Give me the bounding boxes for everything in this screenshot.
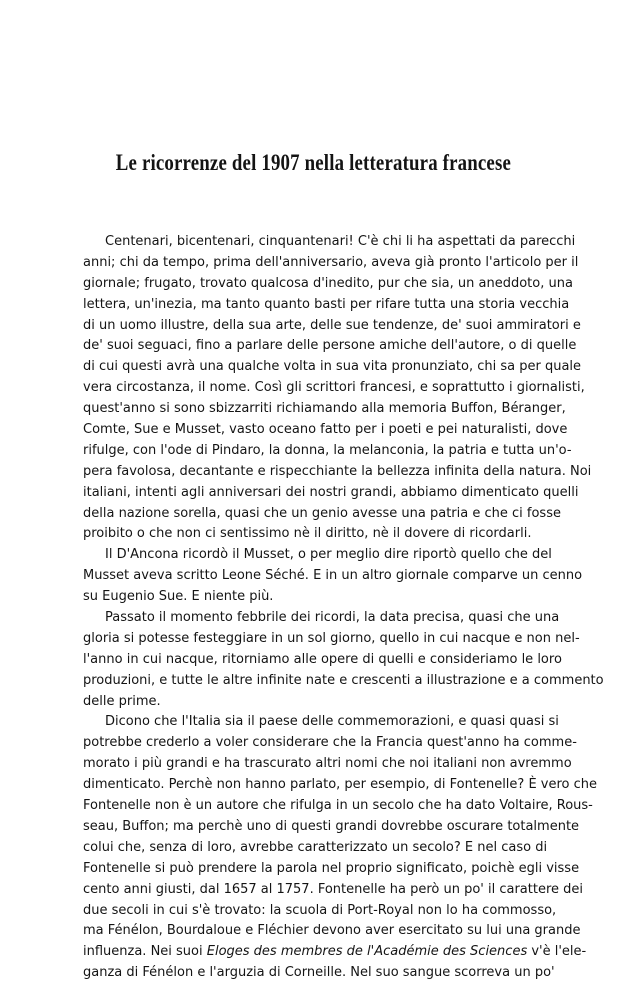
text-line	[83, 462, 592, 483]
line-text: quest'anno si sono sbizzarriti richiamando alla memoria Buffon, Béranger,	[83, 401, 566, 417]
line-text: ma Fénélon, Bourdaloue e Fléchier devono aver esercitato su lui una grande	[83, 923, 581, 939]
text-line	[83, 483, 579, 504]
line-text: delle prime.	[83, 693, 161, 709]
line-text: morato i più grandi e ha trascurato altri nomi che noi italiani non avremmo	[83, 756, 572, 772]
text-line	[83, 921, 581, 942]
line-text: potrebbe crederlo a voler considerare che la Francia quest'anno ha comme-	[83, 735, 577, 751]
line-text: cento anni giusti, dal 1657 al 1757. Fontenelle ha però un po' il carattere dei	[83, 881, 584, 897]
text-line	[83, 399, 566, 420]
text-line	[83, 859, 580, 880]
line-text: della nazione sorella, quasi che un genio avesse una patria e che ci fosse	[83, 505, 561, 521]
line-text: produzioni, e tutte le altre infinite nate e crescenti a illustrazione e a commento	[83, 672, 604, 688]
text-line	[83, 420, 568, 441]
line-text: pera favolosa, decantante e rispecchiante la bellezza infinita della natura. Noi	[83, 463, 592, 479]
text-line	[83, 629, 580, 650]
article-body	[83, 232, 604, 984]
line-text: rifulge, con l'ode di Pindaro, la donna, la melanconia, la patria e tutta un'o-	[83, 442, 572, 458]
text-line	[83, 274, 573, 295]
text-line	[83, 232, 576, 253]
line-text: Comte, Sue e Musset, vasto oceano fatto per i poeti e pei naturalisti, dove	[83, 422, 568, 438]
article-title: Le ricorrenze del 1907 nella letteratura francese	[115, 150, 512, 175]
line-text: italiani, intenti agli anniversari dei nostri grandi, abbiamo dimenticato quelli	[83, 484, 579, 500]
book-title: Eloges des membres de l'Académie des Sciences	[206, 944, 528, 960]
line-text: l'anno in cui nacque, ritorniamo alle opere di quelli e consideriamo le loro	[83, 651, 562, 667]
text-line	[83, 336, 577, 357]
line-text: Passato il momento febbrile dei ricordi, la data precisa, quasi che una	[105, 610, 560, 626]
line-text: gloria si potesse festeggiare in un sol giorno, quello in cui nacque e non nel-	[83, 630, 580, 646]
text-line	[83, 545, 552, 566]
text-line	[83, 942, 587, 963]
text-line	[83, 880, 584, 901]
text-line	[83, 357, 582, 378]
text-line	[83, 775, 598, 796]
text-line	[83, 712, 559, 733]
line-text: giornale; frugato, trovato qualcosa d'inedito, pur che sia, un aneddoto, una	[83, 275, 573, 291]
text-line	[83, 692, 525, 713]
line-text: Fontenelle si può prendere la parola nel proprio significato, poichè egli visse	[83, 860, 580, 876]
text-line	[83, 295, 570, 316]
text-line	[83, 901, 557, 922]
line-text: proibito o che non ci sentissimo nè il diritto, nè il dovere di ricordarli.	[83, 526, 532, 542]
text-line	[83, 963, 555, 984]
text-line	[83, 504, 561, 525]
text-line	[83, 817, 580, 838]
line-text: influenza. Nei suoi	[83, 944, 207, 960]
text-line	[83, 253, 579, 274]
line-text: di cui questi avrà una qualche volta in sua vita pronunziato, chi sa per quale	[83, 359, 582, 375]
line-text: Dicono che l'Italia sia il paese delle commemorazioni, e quasi quasi si	[105, 714, 559, 730]
text-line	[83, 524, 532, 545]
text-line	[83, 838, 548, 859]
text-line	[83, 671, 604, 692]
line-text: anni; chi da tempo, prima dell'anniversario, aveva già pronto l'articolo per il	[83, 254, 579, 270]
text-line	[83, 650, 562, 671]
line-text: dimenticato. Perchè non hanno parlato, per esempio, di Fontenelle? È vero che	[83, 777, 598, 793]
line-text: Fontenelle non è un autore che rifulga in un secolo che ha dato Voltaire, Rous-	[83, 798, 593, 814]
line-text: due secoli in cui s'è trovato: la scuola di Port-Royal non lo ha commosso,	[83, 902, 557, 918]
line-text: colui che, senza di loro, avrebbe caratterizzato un secolo? E nel caso di	[83, 839, 548, 855]
text-line	[83, 587, 525, 608]
text-line	[83, 608, 560, 629]
line-text: vera circostanza, il nome. Così gli scrittori francesi, e soprattutto i giornalisti,	[83, 380, 585, 396]
text-line	[83, 316, 581, 337]
line-text: Centenari, bicentenari, cinquantenari! C'è chi li ha aspettati da parecchi	[105, 234, 576, 249]
line-text: lettera, un'inezia, ma tanto quanto basti per rifare tutta una storia vecchia	[83, 296, 570, 312]
line-text: su Eugenio Sue. E niente più.	[83, 589, 274, 605]
line-text: de' suoi seguaci, fino a parlare delle persone amiche dell'autore, o di quelle	[83, 338, 577, 354]
text-line	[83, 378, 585, 399]
text-line	[83, 441, 572, 462]
line-text: seau, Buffon; ma perchè uno di questi grandi dovrebbe oscurare totalmente	[83, 818, 580, 834]
line-text: Il D'Ancona ricordò il Musset, o per meglio dire riportò quello che del	[105, 547, 552, 563]
line-text: di un uomo illustre, della sua arte, delle sue tendenze, de' suoi ammiratori e	[83, 317, 581, 333]
text-line	[83, 566, 583, 587]
text-line	[83, 754, 572, 775]
text-line	[83, 796, 593, 817]
text-line	[83, 733, 577, 754]
line-text-after: v'è l'ele-	[527, 944, 587, 960]
line-text: ganza di Fénélon e l'arguzia di Corneille. Nel suo sangue scorreva un po'	[83, 965, 555, 981]
line-text: Musset aveva scritto Leone Séché. E in un altro giornale comparve un cenno	[83, 568, 583, 584]
